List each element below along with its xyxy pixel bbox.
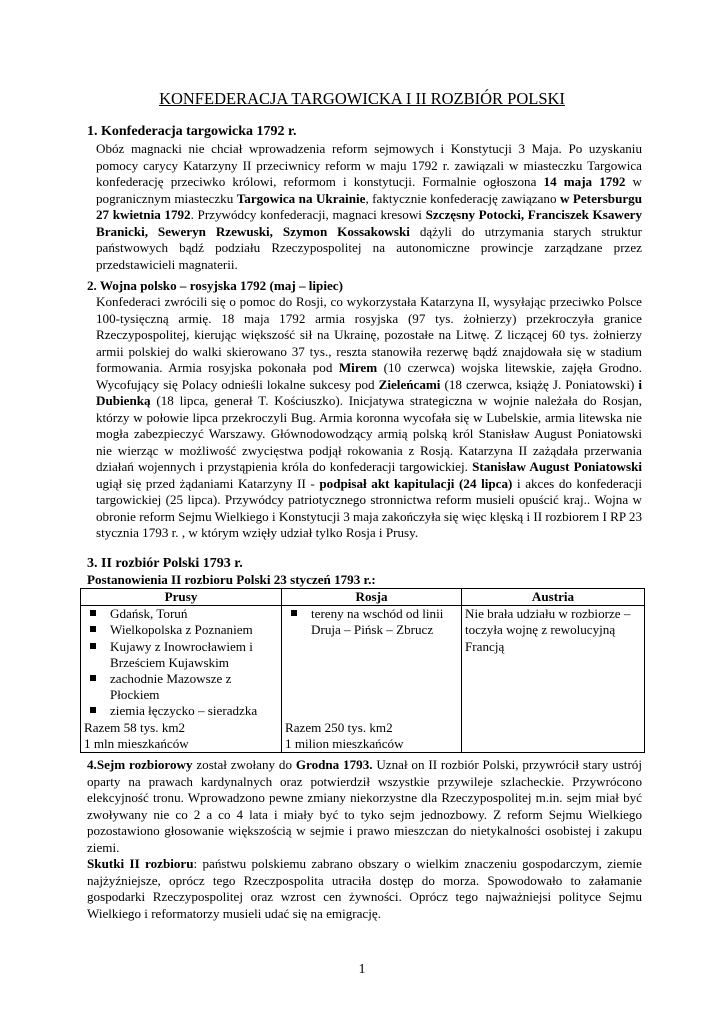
cell-austria: Nie brała udziału w rozbiorze – toczyła wojnę z rewolucyjną Francją <box>462 606 645 753</box>
section-4-paragraph: 4.Sejm rozbiorowy został zwołany do Grodna 1793. Uznał on II rozbiór Polski, przywrócił stary ustrój oparty na prawach kardynalnych oraz potwierdził wszystkie przywileje szlacheckie. Przywrócono elekcyjność tronu. Wprowadzono pewne zmiany niekorzystne dla Rzeczypospolitej m.in. sejm miał być zwoływany nie co 2 a co 4 lata i miały być to tyko sejm jednozbowy. Z reform Sejmu Wielkiego pozostawiono głosowanie większością w sejmie i prawo mieszczan do nietykalności osobistej i zakupu ziemi. Skutki II rozbioru: państwu polskiemu zabrano obszary o wielkim znaczeniu gospodarczym, ziemie najżyźniejsze, oprócz tego Rzeczpospolita utraciła dostęp do morza. Spowodowało to załamanie gospodarki Rzeczypospolitej oraz wzrost cen żywności. Oprócz tego najważniejsi polityce Sejmu Wielkiego i reformatorzy musieli udać się na emigrację. <box>87 757 642 921</box>
prusy-list <box>84 606 278 719</box>
rosja-total-area: Razem 250 tys. km2 <box>285 719 393 735</box>
rosja-list <box>285 606 458 638</box>
prusy-total-area: Razem 58 tys. km2 <box>84 719 186 735</box>
section-3-heading: 3. II rozbiór Polski 1793 r. <box>87 556 243 571</box>
page-number: 1 <box>358 962 366 977</box>
cell-prusy <box>81 606 282 753</box>
list-item: ziemia łęczycko – sieradzka <box>84 703 278 719</box>
document-title: KONFEDERACJA TARGOWICKA I II ROZBIÓR POLSKI <box>159 89 565 108</box>
header-austria: Austria <box>462 589 645 606</box>
list-item: Gdańsk, Toruń <box>84 606 278 622</box>
list-item: tereny na wschód od linii Druja – Pińsk – Zbrucz <box>285 606 458 638</box>
table-row <box>81 606 645 753</box>
header-rosja: Rosja <box>282 589 462 606</box>
prusy-total-population: 1 mln mieszkańców <box>84 735 189 751</box>
header-prusy: Prusy <box>81 589 282 606</box>
rosja-totals <box>285 720 404 752</box>
partition-table <box>80 588 645 753</box>
list-item: zachodnie Mazowsze z Płockiem <box>84 671 278 703</box>
cell-rosja <box>282 606 462 753</box>
rosja-total-population: 1 milion mieszkańców <box>285 735 404 751</box>
section-2-paragraph: Konfederaci zwrócili się o pomoc do Rosji, co wykorzystała Katarzyna II, wysyłając przeciwko Polsce 100-tysięczną armię. 18 maja 1792 armia rosyjska (97 tys. żołnierzy) przekroczyła granice Rzeczypospolitej, kierując większość sił na Ukrainę, pozostałe na Litwę. Z liczącej 60 tys. żołnierzy armii polskiej do walki skierowano 37 tys., reszta stanowiła rezerwę bądź znajdowała się w stadium formowania. Armia rosyjska pokonała pod Mirem (10 czerwca) wojska litewskie, zajęła Grodno. Wycofujący się Polacy odnieśli lokalne sukcesy pod Zieleńcami (18 czerwca, książę J. Poniatowski) i Dubienką (18 lipca, generał T. Kościuszko). Inicjatywa strategiczna w wojnie należała do Rosjan, którzy w połowie lipca przekroczyli Bug. Armia koronna wycofała się w Lubelskie, armia litewska nie mogła zabezpieczyć Warszawy. Głównodowodzący armią polską król Stanisław August Poniatowski nie wierząc w możliwość zwycięstwa podjął rokowania z Rosją. Katarzyna II zażądała przerwania działań wojennych i przystąpienia króla do konfederacji targowickiej. Stanisław August Poniatowski ugiął się przed żądaniami Katarzyny II - podpisał akt kapitulacji (24 lipca) i akces do konfederacji targowickiej (25 lipca). Przywódcy patriotycznego stronnictwa reform musieli opuścić kraj.. Wojna w obronie reform Sejmu Wielkiego i Konstytucji 3 maja zakończyła się więc klęską i II rozbiorem I RP 23 stycznia 1793 r. , w którym wzięły udział tylko Rosja i Prusy. <box>96 294 643 540</box>
table-caption: Postanowienia II rozbioru Polski 23 styczeń 1793 r.: <box>87 572 376 587</box>
section-1-paragraph: Obóz magnacki nie chciał wprowadzenia reform sejmowych i Konstytucji 3 Maja. Po uzyskaniu pomocy carycy Katarzyny II przeciwnicy reform w maju 1792 r. zawiązali w miasteczku Targowica konfederację przeciwko królowi, reformom i konstytucji. Formalnie ogłoszona 14 maja 1792 w pogranicznym miasteczku Targowica na Ukrainie, faktycznie konfederację zawiązano w Petersburgu 27 kwietnia 1792. Przywódcy konfederacji, magnaci kresowi Szczęsny Potocki, Franciszek Ksawery Branicki, Seweryn Rzewuski, Szymon Kossakowski dążyli do utrzymania starych struktur państwowych bądź podziału Rzeczypospolitej na autonomiczne prowincje zarządzane przez przedstawicieli magnaterii. <box>96 141 643 272</box>
list-item: Wielkopolska z Poznaniem <box>84 622 278 638</box>
section-1-heading: 1. Konfederacja targowicka 1792 r. <box>87 124 297 139</box>
list-item: Kujawy z Inowrocławiem i Brześciem Kujawskim <box>84 639 278 671</box>
table-header-row <box>81 589 645 606</box>
section-2-heading: 2. Wojna polsko – rosyjska 1792 (maj – lipiec) <box>87 278 343 293</box>
